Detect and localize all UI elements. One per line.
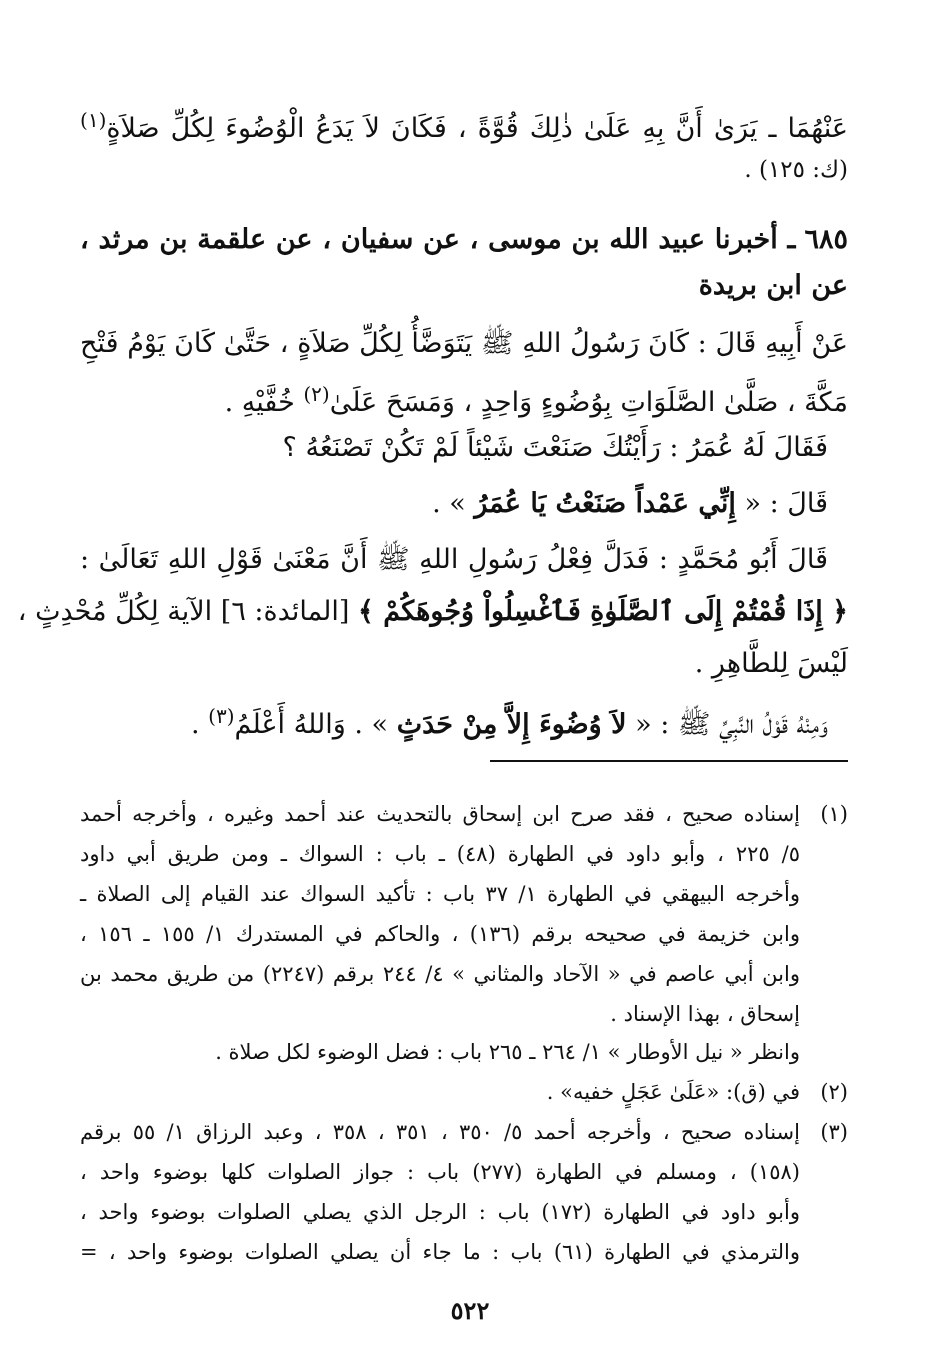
matn-text-3: فَقَالَ لَهُ عُمَرُ : رَأَيْتُكَ صَنَعْتَ شَيْئاً لَمْ تَكُنْ تَصْنَعُهُ ؟ — [282, 432, 828, 463]
text-line-1-content: عَنْهُمَا ـ يَرَىٰ أَنَّ بِهِ عَلَىٰ ذٰلِكَ قُوَّةً ، فَكَانَ لاَ يَدَعُ الْوُضُوءَ لِكُلِّ صَلاَةٍ — [106, 113, 848, 144]
hadith-isnad-line-1 — [80, 220, 848, 260]
footnote-3-line-3: وأبو داود في الطهارة (١٧٢) باب : الرجل الذي يصلي الصلوات بوضوء واحد ، — [80, 1200, 800, 1224]
source-reference: (ك: ١٢٥) . — [744, 157, 848, 183]
footnote-1-line-4: وابن خزيمة في صحيحه برقم (١٣٦) ، والحاكم في المستدرك ١/ ١٥٥ ـ ١٥٦ ، — [80, 922, 800, 946]
matn-text-2b: خُفَّيْهِ . — [224, 387, 295, 418]
hadith-isnad-line-2 — [80, 266, 848, 306]
matn-text-4a: قَالَ : « — [744, 488, 828, 519]
comment-line-3 — [80, 644, 848, 684]
hadith-isnad-2: عن ابن بريدة — [698, 270, 848, 301]
text-line-2 — [80, 150, 848, 190]
hadith-number: ٦٨٥ — [804, 224, 848, 255]
footnote-3-line-1: إسناده صحيح ، وأخرجه أحمد ٥/ ٣٥٠ ، ٣٥١ ، ٣٥٨ ، وعبد الرزاق ١/ ٥٥ برقم — [80, 1120, 800, 1144]
comment-text-4-end: . — [190, 709, 200, 740]
matn-prophet-quote: إِنِّي عَمْداً صَنَعْتُ يَا عُمَرُ — [474, 488, 736, 519]
footnote-3-line-2: (١٥٨) ، ومسلم في الطهارة (٢٧٧) باب : جواز الصلوات كلها بوضوء واحد ، — [80, 1160, 800, 1184]
footnote-1-line-3: وأخرجه البيهقي في الطهارة ١/ ٣٧ باب : تأكيد السواك عند القيام إلى الصلاة ـ — [80, 882, 800, 906]
footnote-separator — [490, 760, 848, 762]
matn-text-1: عَنْ أَبِيهِ قَالَ : كَانَ رَسُولُ اللهِ ﷺ يَتَوَضَّأُ لِكُلِّ صَلاَةٍ ، حَتَّىٰ كَانَ يَوْمُ فَتْحِ — [80, 328, 848, 359]
matn-text-2a: مَكَّةَ ، صَلَّىٰ الصَّلَوَاتِ بِوُضُوءٍ وَاحِدٍ ، وَمَسَحَ عَلَىٰ — [329, 387, 848, 418]
comment-text-4b: » . وَاللهُ أَعْلَمُ — [234, 709, 389, 740]
comment-text-3: لَيْسَ لِلطَّاهِرِ . — [694, 648, 848, 679]
footnote-1-number: (١) — [820, 802, 848, 826]
footnote-1-line-7: وانظر « نيل الأوطار » ١/ ٢٦٤ ـ ٢٦٥ باب : فضل الوضوء لكل صلاة . — [215, 1040, 800, 1064]
footnote-2-number: (٢) — [820, 1080, 848, 1104]
footnote-marker-2: (٢) — [303, 382, 330, 406]
footnote-1-line-1: إسناده صحيح ، فقد صرح ابن إسحاق بالتحديث عند أحمد وغيره ، وأخرجه أحمد — [80, 802, 800, 826]
footnote-3-number: (٣) — [820, 1120, 848, 1144]
footnote-1-line-2: ٥/ ٢٢٥ ، وأبو داود في الطهارة (٤٨) ـ باب : السواك ـ ومن طريق أبي داود — [80, 842, 800, 866]
comment-text-2: [المائدة: ٦] الآية لِكُلِّ مُحْدِثٍ ، — [17, 596, 350, 627]
footnote-1-line-5: وابن أبي عاصم في « الآحاد والمثاني » ٤/ ٢٤٤ برقم (٢٢٤٧) من طريق محمد بن — [80, 962, 800, 986]
page-number: ٥٢٢ — [450, 1296, 490, 1325]
matn-line-1 — [80, 324, 848, 364]
comment-line-2 — [17, 592, 848, 632]
comment-line-4 — [80, 696, 828, 745]
quran-verse: ﴿ إِذَا قُمْتُمْ إِلَى ٱلصَّلَوٰةِ فَٱغْسِلُواْ وُجُوهَكُمْ ﴾ — [358, 596, 848, 627]
matn-line-3 — [80, 428, 828, 468]
footnote-marker-1: (١) — [80, 108, 107, 132]
matn-line-4 — [80, 484, 828, 524]
text-line-1 — [80, 100, 848, 149]
hadith-isnad-1: ـ أخبرنا عبيد الله بن موسى ، عن سفيان ، عن علقمة بن مرثد ، — [80, 224, 796, 255]
comment-text-1: قَالَ أَبُو مُحَمَّدٍ : فَدَلَّ فِعْلُ رَسُولِ اللهِ ﷺ أَنَّ مَعْنَىٰ قَوْلِ اللهِ تَعَالَىٰ : — [80, 544, 828, 575]
matn-line-2 — [80, 374, 848, 423]
comment-text-4a: وَمِنْهُ قَوْلُ النَّبِيِّ ﷺ : « — [635, 709, 828, 740]
footnote-2-line-1: في (ق): «عَلَىٰ عَجَلٍ خفيه» . — [546, 1080, 800, 1104]
matn-text-4b: » . — [432, 488, 466, 519]
footnote-3-line-4: والترمذي في الطهارة (٦١) باب : ما جاء أن يصلي الصلوات بوضوء واحد ، = — [80, 1240, 801, 1264]
comment-line-1 — [80, 540, 828, 580]
footnote-1-line-6: إسحاق ، بهذا الإسناد . — [610, 1002, 800, 1026]
hadith-quote: لاَ وُضُوءَ إِلاَّ مِنْ حَدَثٍ — [396, 709, 627, 740]
footnote-marker-3: (٣) — [208, 704, 235, 728]
